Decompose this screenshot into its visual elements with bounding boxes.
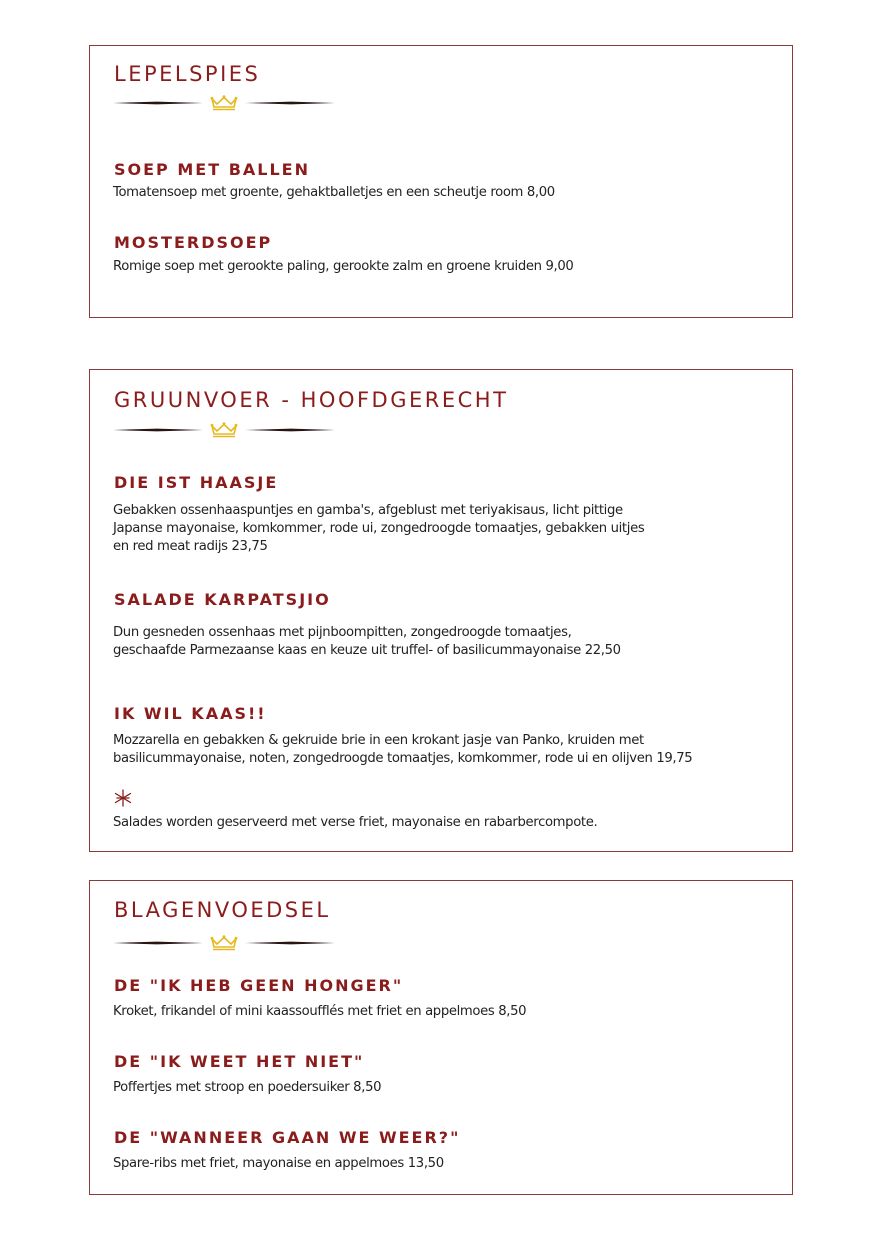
section-title: GRUUNVOER - HOOFDGERECHT (114, 388, 509, 412)
item-title: DIE IST HAASJE (114, 473, 279, 492)
crown-icon (113, 934, 335, 952)
item-description: Tomatensoep met groente, gehaktballetjes en een scheutje room 8,00 (113, 185, 555, 200)
crown-icon (113, 94, 335, 112)
menu-section-blagenvoedsel (89, 880, 793, 1195)
item-description: Romige soep met gerookte paling, gerookte zalm en groene kruiden 9,00 (113, 259, 574, 274)
menu-section-lepelspies (89, 45, 793, 318)
item-title: DE "IK WEET HET NIET" (114, 1052, 365, 1071)
item-description: Spare-ribs met friet, mayonaise en appelmoes 13,50 (113, 1156, 444, 1171)
item-title: SALADE KARPATSJIO (114, 590, 331, 609)
section-title: BLAGENVOEDSEL (114, 898, 331, 922)
item-title: DE "IK HEB GEEN HONGER" (114, 976, 404, 995)
item-description: en red meat radijs 23,75 (113, 539, 268, 554)
item-description: Gebakken ossenhaaspuntjes en gamba's, afgeblust met teriyakisaus, licht pittige (113, 503, 623, 518)
asterisk-icon (114, 789, 132, 807)
item-description: Dun gesneden ossenhaas met pijnboompitten, zongedroogde tomaatjes, (113, 625, 572, 640)
menu-section-gruunvoer (89, 369, 793, 852)
section-title: LEPELSPIES (114, 62, 261, 86)
item-description: Kroket, frikandel of mini kaassoufflés met friet en appelmoes 8,50 (113, 1004, 527, 1019)
crown-icon (113, 421, 335, 439)
item-description: Mozzarella en gebakken & gekruide brie in een krokant jasje van Panko, kruiden met (113, 733, 644, 748)
item-title: MOSTERDSOEP (114, 233, 273, 252)
item-description: Japanse mayonaise, komkommer, rode ui, zongedroogde tomaatjes, gebakken uitjes (113, 521, 645, 536)
item-title: DE "WANNEER GAAN WE WEER?" (114, 1128, 461, 1147)
item-description: geschaafde Parmezaanse kaas en keuze uit truffel- of basilicummayonaise 22,50 (113, 643, 621, 658)
item-title: SOEP MET BALLEN (114, 160, 310, 179)
item-description: basilicummayonaise, noten, zongedroogde tomaatjes, komkommer, rode ui en olijven 19,75 (113, 751, 693, 766)
item-description: Poffertjes met stroop en poedersuiker 8,50 (113, 1080, 382, 1095)
side-dish-note: Salades worden geserveerd met verse friet, mayonaise en rabarbercompote. (113, 815, 598, 830)
item-title: IK WIL KAAS!! (114, 704, 267, 723)
